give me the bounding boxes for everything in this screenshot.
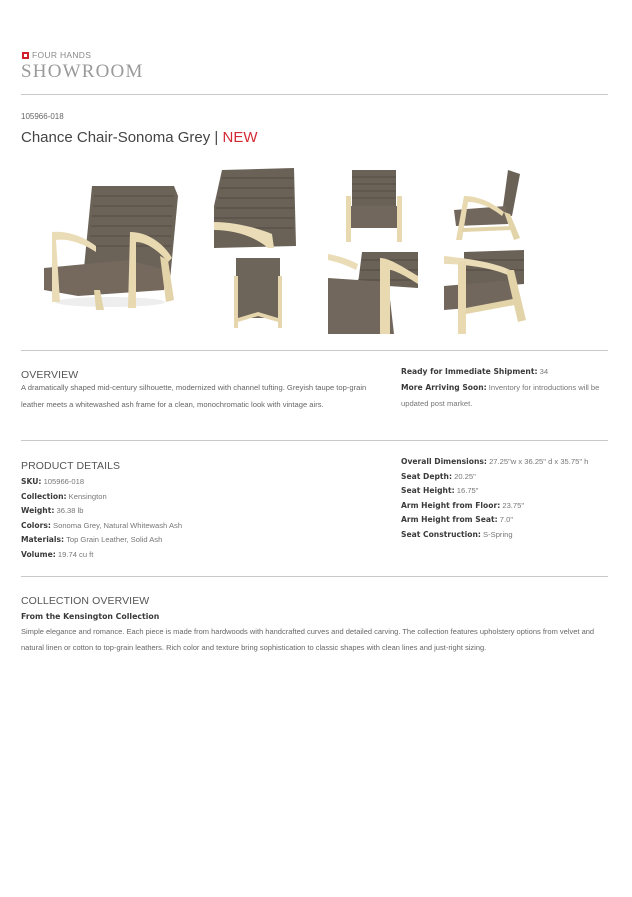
details-divider xyxy=(21,440,608,441)
gallery-image-back[interactable] xyxy=(232,256,284,330)
details-heading: PRODUCT DETAILS xyxy=(21,460,121,472)
overview-heading: OVERVIEW xyxy=(21,369,79,381)
collection-heading: COLLECTION OVERVIEW xyxy=(21,595,150,607)
detail-value: 27.25"w x 36.25" d x 35.75" h xyxy=(489,457,589,466)
detail-label: Collection: xyxy=(21,491,67,501)
detail-value: 16.75" xyxy=(456,486,479,496)
detail-label: Overall Dimensions: xyxy=(401,457,487,466)
detail-value: Kensington xyxy=(68,491,107,501)
detail-label: Seat Height: xyxy=(401,486,455,496)
detail-overall-dimensions xyxy=(401,455,588,470)
ready-shipment xyxy=(401,365,548,380)
more-arriving-label: More Arriving Soon: xyxy=(401,383,487,392)
brand-logo xyxy=(22,50,91,60)
detail-sku xyxy=(21,475,182,490)
product-title xyxy=(21,129,257,146)
detail-arm-height-floor xyxy=(401,499,588,514)
new-badge: NEW xyxy=(222,129,258,146)
detail-label: Arm Height from Floor: xyxy=(401,500,501,510)
detail-label: Seat Depth: xyxy=(401,471,452,481)
detail-label: Weight: xyxy=(21,506,55,516)
detail-value: 105966-018 xyxy=(43,477,85,486)
overview-text: A dramatically shaped mid-century silhouette, modernized with channel tufting. Greyish taupe top-grain leather meets a whitewashed ash frame for a clean, monochromatic look with vintage airs. xyxy=(21,383,367,409)
detail-label: Arm Height from Seat: xyxy=(401,515,498,525)
detail-label: Volume: xyxy=(21,549,56,559)
brand-name: FOUR HANDS xyxy=(32,50,92,60)
brand-square-icon xyxy=(22,52,29,59)
header-divider xyxy=(21,94,608,95)
detail-arm-height-seat xyxy=(401,513,588,528)
detail-label: Materials: xyxy=(21,535,65,545)
detail-value: Top Grain Leather, Solid Ash xyxy=(66,535,163,545)
showroom-title: SHOWROOM xyxy=(21,61,144,82)
gallery-image-frame-detail[interactable] xyxy=(444,248,532,334)
more-arriving xyxy=(401,380,611,411)
collection-subheading: From the Kensington Collection xyxy=(21,612,160,621)
detail-label: Colors: xyxy=(21,520,51,530)
more-arriving-value: Inventory for introductions will be updated post market. xyxy=(401,383,600,408)
detail-value: 23.75" xyxy=(502,500,525,510)
gallery-image-main[interactable] xyxy=(38,172,180,312)
gallery-image-arm-detail[interactable] xyxy=(328,248,418,334)
gallery-image-front[interactable] xyxy=(344,168,404,244)
detail-seat-depth xyxy=(401,470,588,485)
detail-materials xyxy=(21,533,182,548)
overview-divider xyxy=(21,350,608,351)
detail-volume xyxy=(21,548,182,563)
detail-value: 19.74 cu ft xyxy=(57,549,94,559)
ready-shipment-label: Ready for Immediate Shipment: xyxy=(401,367,538,376)
details-left-list xyxy=(21,475,182,563)
collection-divider xyxy=(21,576,608,577)
detail-value: Sonoma Grey, Natural Whitewash Ash xyxy=(53,520,183,530)
details-right-list xyxy=(401,455,588,543)
gallery-image-side[interactable] xyxy=(450,166,526,242)
detail-value: S-Spring xyxy=(483,529,513,539)
detail-value: 20.25" xyxy=(454,471,476,481)
detail-label: Seat Construction: xyxy=(401,529,481,539)
detail-weight xyxy=(21,504,182,519)
detail-seat-construction xyxy=(401,528,588,543)
collection-text: Simple elegance and romance. Each piece is made from hardwoods with handcrafted curves and detailed carving. The collection features upholstery options from velvet and natural linen or cotton to top-grain leathers. Rich color and texture bring sophistication to classic shapes with clean lines and just-right sizing. xyxy=(21,627,595,652)
product-name: Chance Chair-Sonoma Grey | xyxy=(21,129,223,146)
ready-shipment-value: 34 xyxy=(539,367,549,376)
detail-seat-height xyxy=(401,484,588,499)
detail-value: 36.38 lb xyxy=(56,506,84,516)
detail-colors xyxy=(21,519,182,534)
product-sku: 105966-018 xyxy=(21,112,64,121)
gallery-image-backrest[interactable] xyxy=(214,166,296,248)
detail-value: 7.0" xyxy=(499,515,514,525)
detail-collection xyxy=(21,490,182,505)
detail-label: SKU: xyxy=(21,477,42,486)
